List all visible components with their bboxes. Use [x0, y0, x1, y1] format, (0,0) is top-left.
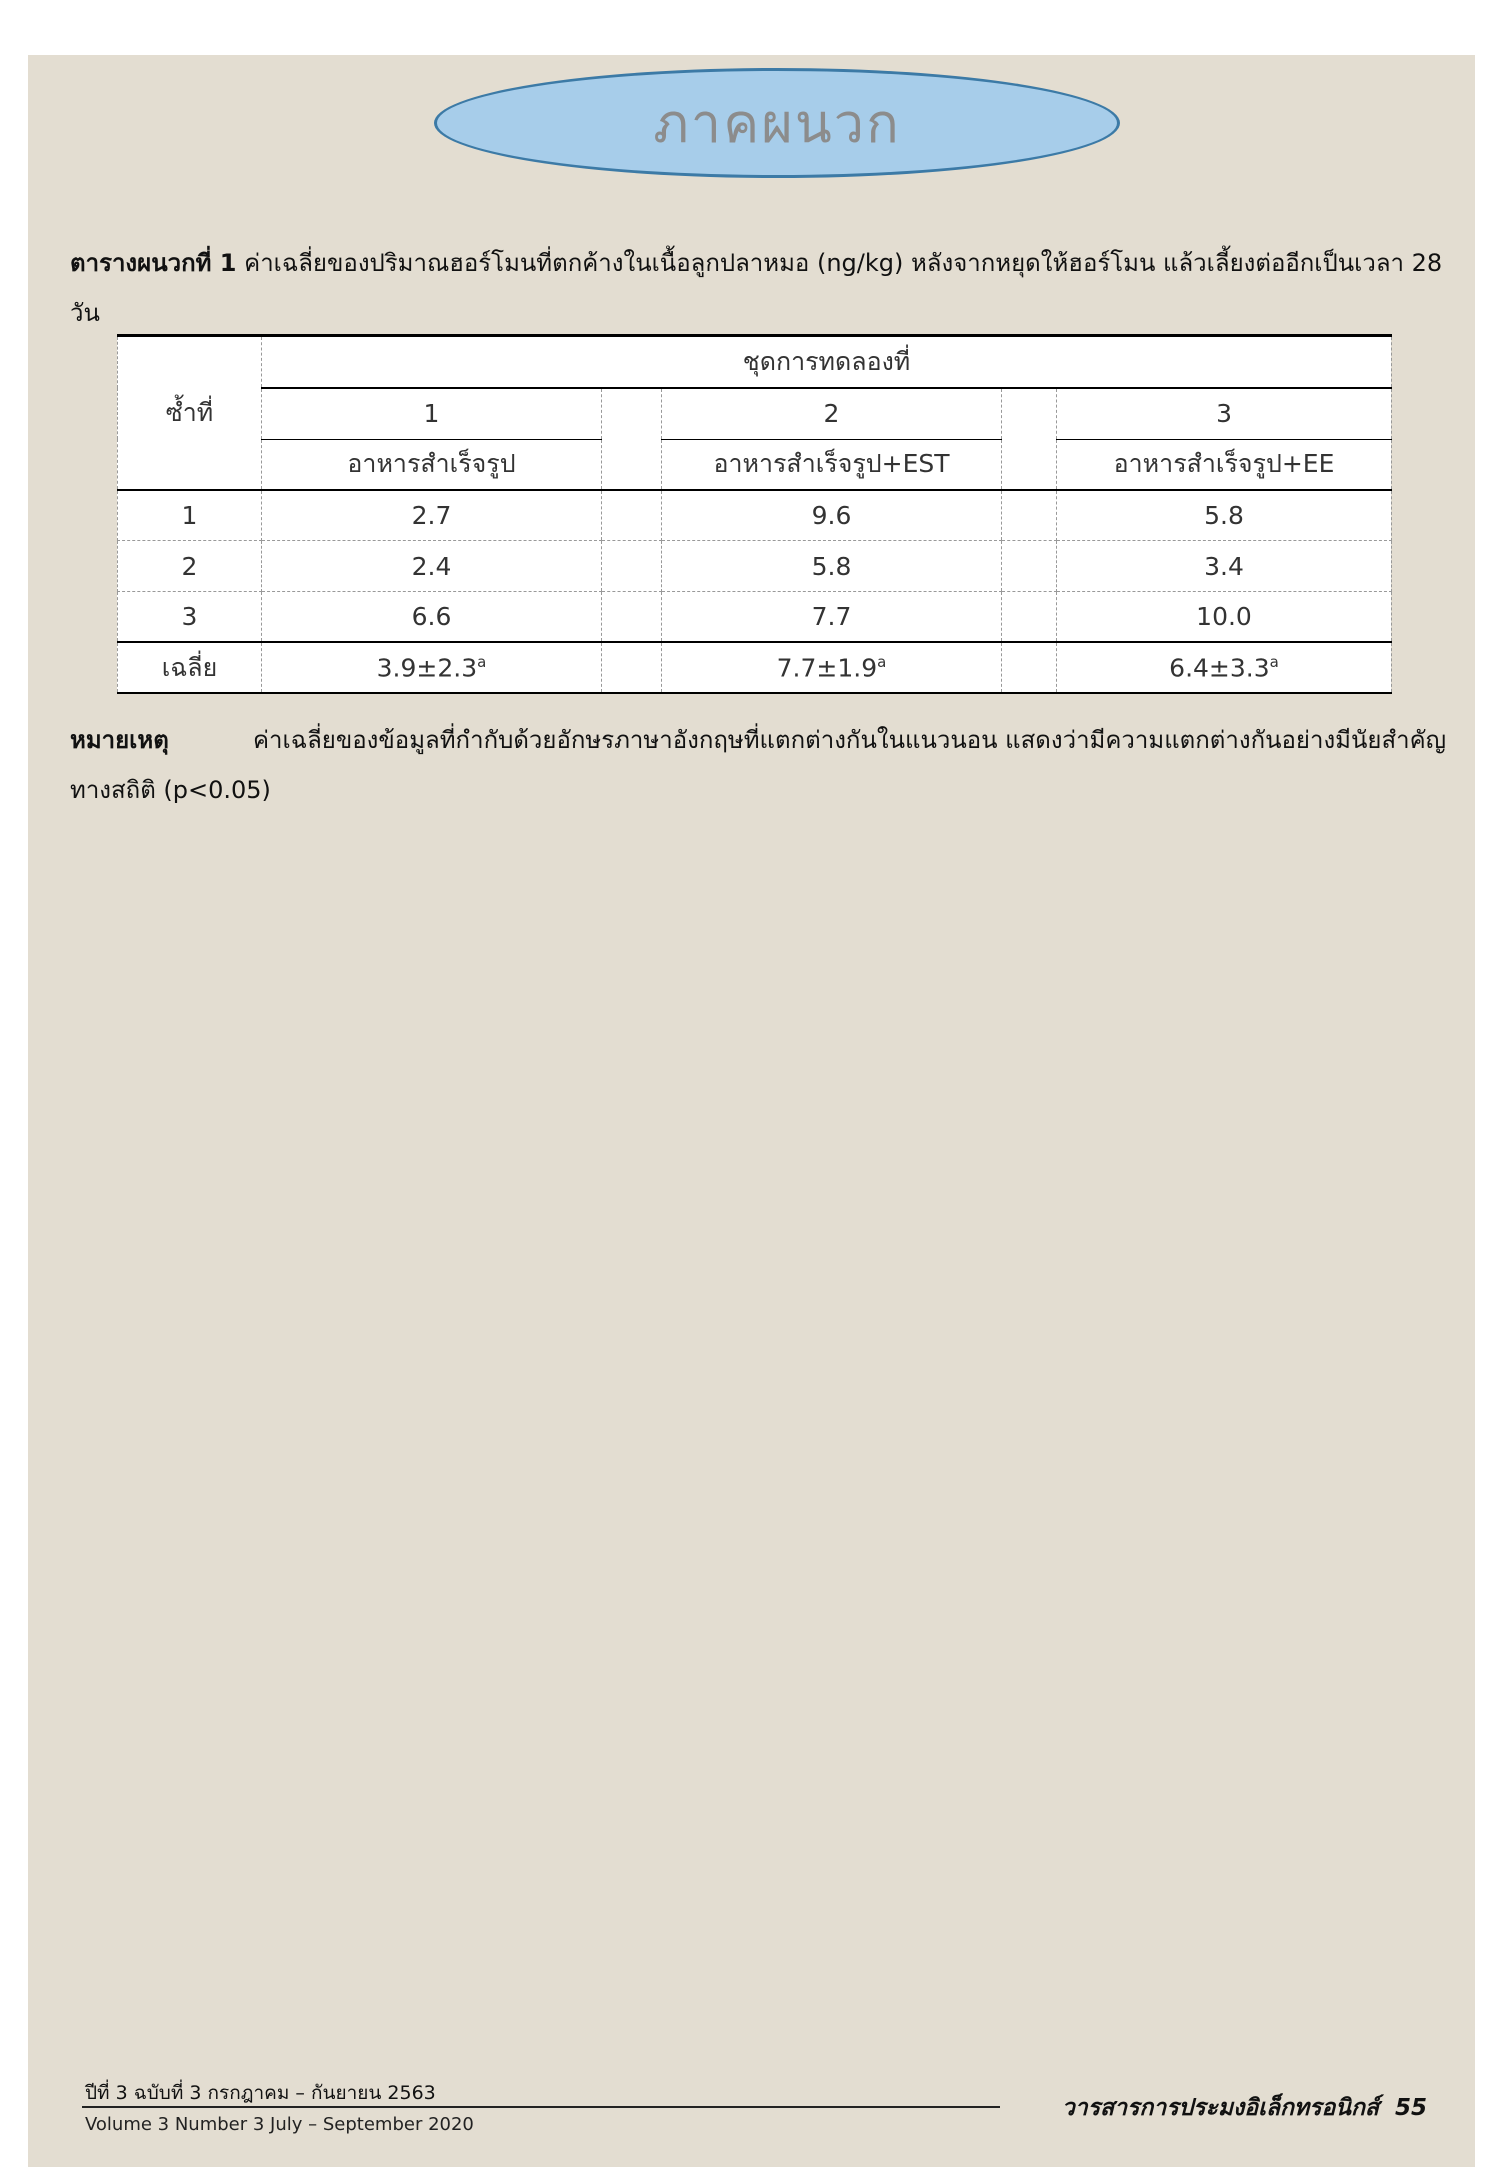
data-cell: 6.6	[262, 591, 602, 642]
treatment-number: 2	[662, 388, 1002, 439]
data-cell: 9.6	[662, 490, 1002, 541]
footer-journal	[1062, 2090, 1427, 2126]
table-row	[118, 541, 1392, 592]
notes-label: หมายเหตุ	[70, 726, 169, 754]
data-cell: 3.4	[1057, 541, 1392, 592]
table-row	[118, 490, 1392, 541]
rep-number: 1	[118, 490, 262, 541]
appendix-title-oval	[434, 68, 1120, 178]
data-cell: 5.8	[1057, 490, 1392, 541]
rep-header: ซ้ำที่	[118, 336, 262, 490]
rep-number: 2	[118, 541, 262, 592]
hormone-table	[117, 334, 1391, 694]
treatment-name: อาหารสำเร็จรูป+EST	[662, 439, 1002, 490]
journal-name: วารสารการประมงอิเล็กทรอนิกส์	[1061, 2095, 1379, 2121]
mean-cell: 6.4±3.3$^a$	[1057, 642, 1392, 693]
treatment-number: 1	[262, 388, 602, 439]
data-cell: 2.4	[262, 541, 602, 592]
appendix-title: ภาคผนวก	[653, 92, 901, 155]
treatment-name: อาหารสำเร็จรูป	[262, 439, 602, 490]
table-notes	[70, 715, 1450, 815]
table-row	[118, 591, 1392, 642]
footer-rule	[82, 2106, 1000, 2108]
rep-number: 3	[118, 591, 262, 642]
data-cell: 2.7	[262, 490, 602, 541]
data-cell: 7.7	[662, 591, 1002, 642]
treatment-number: 3	[1057, 388, 1392, 439]
group-header: ชุดการทดลองที่	[262, 336, 1392, 389]
data-cell: 10.0	[1057, 591, 1392, 642]
table-caption-text: ค่าเฉลี่ยของปริมาณฮอร์โมนที่ตกค้างในเนื้อลูกปลาหมอ (ng/kg) หลังจากหยุดให้ฮอร์โมน แล้วเลี้ยงต่ออีกเป็นเวลา 28 วัน	[70, 249, 1443, 327]
mean-cell: 3.9±2.3$^a$	[262, 642, 602, 693]
mean-row	[118, 642, 1392, 693]
footer-issue-english: Volume 3 Number 3 July – September 2020	[85, 2114, 474, 2135]
page-number: 55	[1394, 2095, 1427, 2121]
table-caption-label: ตารางผนวกที่ 1	[70, 249, 237, 277]
mean-label: เฉลี่ย	[118, 642, 262, 693]
notes-text: ค่าเฉลี่ยของข้อมูลที่กำกับด้วยอักษรภาษาอังกฤษที่แตกต่างกันในแนวนอน แสดงว่ามีความแตกต่างกันอย่างมีนัยสำคัญทางสถิติ (p<0.05)	[70, 726, 1447, 804]
mean-cell: 7.7±1.9$^a$	[662, 642, 1002, 693]
table-caption	[70, 238, 1450, 338]
treatment-name: อาหารสำเร็จรูป+EE	[1057, 439, 1392, 490]
data-cell: 5.8	[662, 541, 1002, 592]
footer-issue-thai: ปีที่ 3 ฉบับที่ 3 กรกฎาคม – กันยายน 2563	[85, 2082, 436, 2104]
